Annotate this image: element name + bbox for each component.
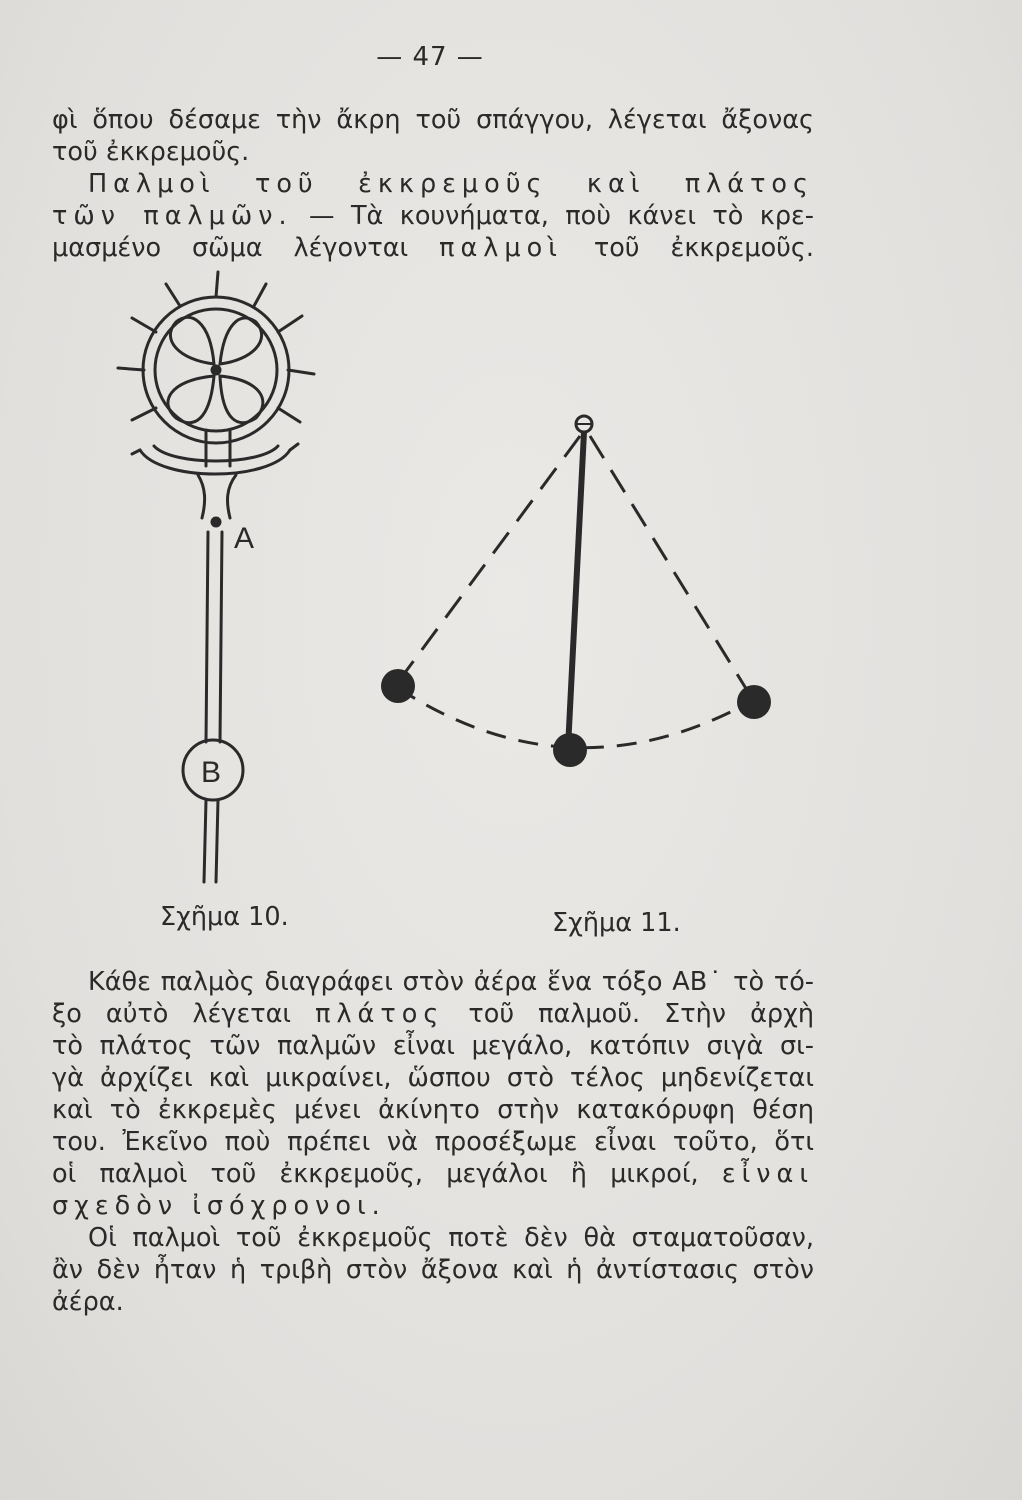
text-line: καὶ τὸ ἐκκρεμὲς μένει ἀκίνητο στὴν κατακόρυφη θέση: [52, 1095, 814, 1125]
text-span: μασμένο σῶμα λέγονται: [52, 233, 409, 263]
text-span: οἱ παλμοὶ τοῦ ἐκκρεμοῦς, μεγάλοι ἢ μικροί,: [52, 1159, 699, 1189]
spaced-term: παλμοὶ: [439, 233, 563, 263]
text-line: τοῦ ἐκκρεμοῦς.: [52, 137, 250, 167]
label-a: A: [234, 522, 255, 555]
text-span: — Τὰ κουνήματα, ποὺ κάνει τὸ κρε-: [309, 201, 814, 231]
spaced-term: πλάτος: [315, 999, 445, 1029]
bob-right: [737, 685, 771, 719]
figure-11-pendulum: [370, 410, 790, 780]
figure-11-caption: Σχῆμα 11.: [552, 908, 681, 938]
text-line: [52, 998, 814, 1030]
text-line: [52, 1158, 814, 1190]
text-line: ἀέρα.: [52, 1287, 124, 1317]
text-line: Οἱ παλμοὶ τοῦ ἐκκρεμοῦς ποτὲ δὲν θὰ σταματοῦσαν,: [88, 1223, 814, 1253]
bob-left: [381, 669, 415, 703]
top-paragraph: [52, 104, 814, 168]
page-number: — 47 —: [376, 42, 484, 72]
text-line: τὸ πλάτος τῶν παλμῶν εἶναι μεγάλο, κατόπιν σιγὰ σι-: [52, 1031, 814, 1061]
text-span: τοῦ παλμοῦ. Στὴν ἀρχὴ: [468, 999, 814, 1029]
text-span: τοῦ ἐκκρεμοῦς.: [593, 233, 814, 263]
section-heading: Παλμοὶ τοῦ ἐκκρεμοῦς καὶ πλάτος: [88, 169, 814, 199]
bob-center: [553, 733, 587, 767]
spaced-term: τῶν παλμῶν.: [52, 201, 293, 231]
spaced-term: εἶναι: [721, 1159, 814, 1189]
text-line: του. Ἐκεῖνο ποὺ πρέπει νὰ προσέξωμε εἶναι τοῦτο, ὅτι: [52, 1127, 814, 1157]
paragraph-3: [52, 1222, 814, 1318]
text-line: [52, 232, 814, 264]
text-span: ξο αὐτὸ λέγεται: [52, 999, 292, 1029]
text-line: φὶ ὅπου δέσαμε τὴν ἄκρη τοῦ σπάγγου, λέγεται ἄξονας: [52, 105, 814, 135]
section-heading-paragraph: [52, 168, 814, 264]
paragraph-2: [52, 966, 814, 1222]
figure-10-caption: Σχῆμα 10.: [160, 902, 289, 932]
text-line: γὰ ἀρχίζει καὶ μικραίνει, ὥσπου στὸ τέλος μηδενίζεται: [52, 1063, 814, 1093]
label-b: B: [201, 756, 222, 789]
text-line: σχεδὸν ἰσόχρονοι.: [52, 1191, 386, 1221]
figure-10-escapement: [110, 270, 340, 890]
text-line: [52, 200, 814, 232]
text-line: Κάθε παλμὸς διαγράφει στὸν ἀέρα ἕνα τόξο ΑΒ˙ τὸ τό-: [88, 967, 814, 997]
text-line: ἂν δὲν ἦταν ἡ τριβὴ στὸν ἄξονα καὶ ἡ ἀντίστασις στὸν: [52, 1255, 814, 1285]
